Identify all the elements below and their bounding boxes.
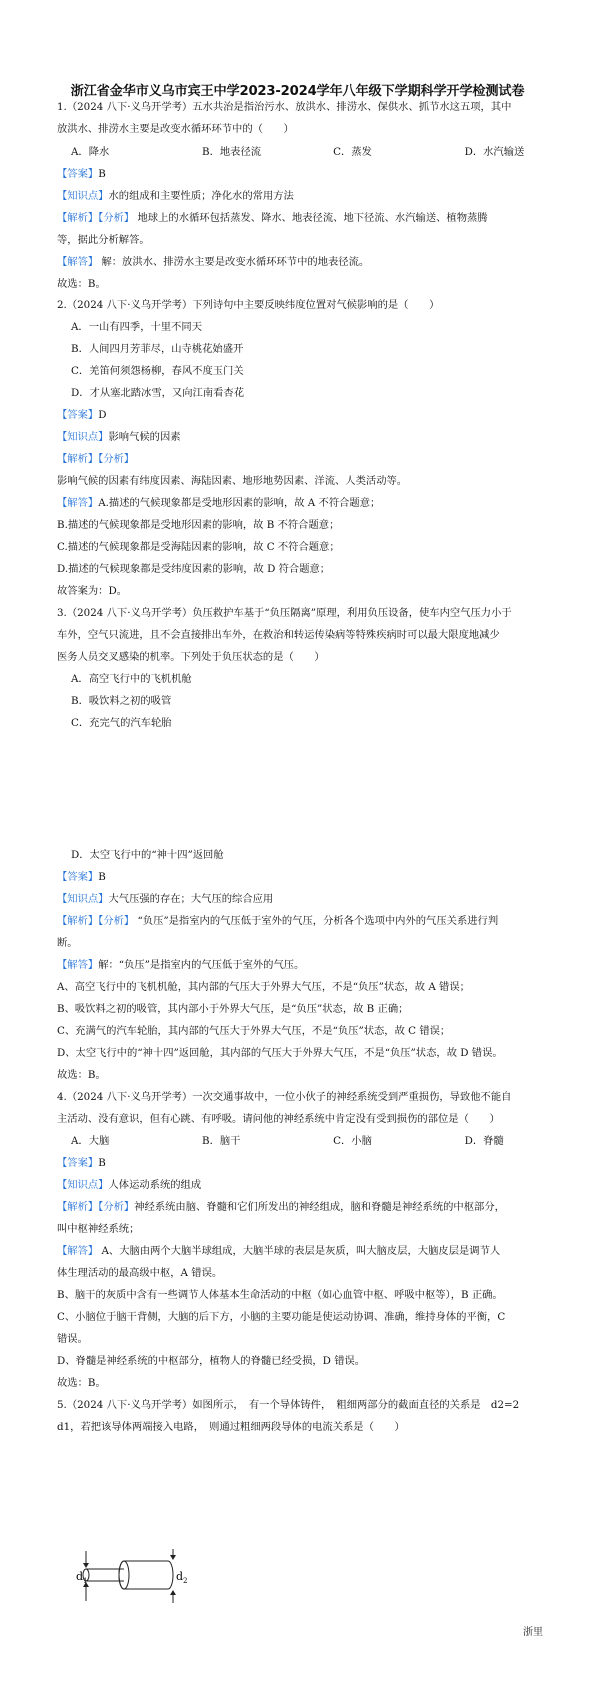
question-3-stem-cont: 医务人员交叉感染的机率。下列处于负压状态的是（ ） [57,651,325,663]
solution-text: C、小脑位于脑干背侧，大脑的后下方，小脑的主要功能是使运动协调、准确，维持身体的平衡，C [57,1311,506,1323]
solution-text: C、充满气的汽车轮胎，其内部的气压大于外界大气压，不是“负压”状态，故 C 错误； [57,1025,451,1037]
answer-line [57,870,542,884]
solution-line [57,1244,542,1258]
solution-line [57,958,542,972]
analysis-text-cont: 等，据此分析解答。 [57,234,150,246]
question-3-option-d: D．太空飞行中的“神十四”返回舱 [71,849,224,861]
conclusion-text: 故答案为：D。 [57,585,128,597]
knowledge-text: 水的组成和主要性质；净化水的常用方法 [108,190,294,202]
analysis-line [57,914,542,928]
solution-text: 解：“负压”是指室内的气压低于室外的气压。 [98,959,305,971]
solution-text: 体生理活动的最高级中枢，A 错误。 [57,1267,223,1279]
answer-value: B [98,871,106,883]
d1-label: $d_1$ [76,1570,88,1585]
solution-text: 解：放洪水、排涝水主要是改变水循环环节中的地表径流。 [101,256,370,268]
analysis-line [57,211,542,225]
knowledge-text: 大气压强的存在；大气压的综合应用 [108,893,274,905]
solution-text: B.描述的气候现象都是受地形因素的影响，故 B 不符合题意； [57,519,340,531]
question-5-stem: 5.（2024 八下·义乌开学考）如图所示， 有一个导体铸件， 粗细两部分的截面直径的关系是 d2=2 [57,1399,520,1411]
knowledge-tag: 【知识点】 [57,1179,109,1191]
analysis-tag: 【解析】【分析】 [57,1201,135,1213]
solution-text: A.描述的气候现象都是受地形因素的影响，故 A 不符合题意； [98,497,381,509]
analysis-text: 影响气候的因素有纬度因素、海陆因素、地形地势因素、洋流、人类活动等。 [57,475,408,487]
solution-text: A、大脑由两个大脑半球组成，大脑半球的表层是灰质，叫大脑皮层，大脑皮层是调节人 [101,1245,501,1257]
solution-line [57,496,542,510]
conductor-figure [76,1547,196,1611]
analysis-text: “负压”是指室内的气压低于室外的气压，分析各个选项中内外的气压关系进行判 [137,915,499,927]
knowledge-line [57,189,542,203]
knowledge-line [57,1178,542,1192]
answer-value: B [98,168,106,180]
question-2-option-a: A．一山有四季，十里不同天 [71,321,202,333]
question-4-stem: 4.（2024 八下·义乌开学考）一次交通事故中，一位小伙子的神经系统受到严重损伤，导致他不能自 [57,1091,512,1103]
conclusion-text: 故选：B。 [57,1377,106,1389]
question-2-option-b: B．人间四月芳菲尽，山寺桃花始盛开 [71,343,244,355]
knowledge-text: 影响气候的因素 [108,431,181,443]
answer-tag: 【答案】 [57,409,99,421]
answer-line [57,1156,542,1170]
question-3-stem-cont: 车外，空气只流进，且不会直接排出车外，在救治和转运传染病等特殊疾病时可以最大限度地减少 [57,629,500,641]
answer-line [57,408,542,422]
conclusion-text: 故选：B。 [57,278,106,290]
solution-tag: 【解答】 [57,256,99,268]
question-2-stem: 2.（2024 八下·义乌开学考）下列诗句中主要反映纬度位置对气候影响的是（ ） [57,299,440,311]
analysis-line [57,452,542,466]
analysis-text-cont: 叫中枢神经系统； [57,1223,140,1235]
answer-tag: 【答案】 [57,1157,99,1169]
solution-text: D.描述的气候现象都是受纬度因素的影响，故 D 符合题意； [57,563,331,575]
solution-text: 错误。 [57,1333,88,1345]
solution-text: B、脑干的灰质中含有一些调节人体基本生命活动的中枢（如心血管中枢、呼吸中枢等），B 正确。 [57,1289,503,1301]
knowledge-tag: 【知识点】 [57,190,109,202]
d2-label: $d_2$ [176,1570,188,1585]
solution-text: A、高空飞行中的飞机机舱，其内部的气压大于外界大气压，不是“负压”状态，故 A 错误； [57,981,470,993]
analysis-tag: 【解析】【分析】 [57,915,135,927]
question-1-options: A．降水 B．地表径流 C．蒸发 D．水汽输送 [71,146,525,158]
question-3-option-a: A．高空飞行中的飞机机舱 [71,673,192,685]
answer-value: B [98,1157,106,1169]
question-4-options: A．大脑 B．脑干 C．小脑 D．脊髓 [71,1135,504,1147]
knowledge-line [57,430,542,444]
solution-text: C.描述的气候现象都是受海陆因素的影响，故 C 不符合题意； [57,541,340,553]
analysis-tag: 【解析】【分析】 [57,212,135,224]
answer-tag: 【答案】 [57,871,99,883]
knowledge-line [57,892,542,906]
analysis-tag: 【解析】【分析】 [57,453,135,465]
solution-tag: 【解答】 [57,959,99,971]
question-2-option-d: D．才从塞北踏冰雪，又向江南看杏花 [71,387,245,399]
question-3-option-b: B．吸饮料之初的吸管 [71,695,172,707]
answer-tag: 【答案】 [57,168,99,180]
analysis-text-cont: 断。 [57,937,78,949]
solution-tag: 【解答】 [57,1245,99,1257]
analysis-text: 神经系统由脑、脊髓和它们所发出的神经组成，脑和脊髓是神经系统的中枢部分， [134,1201,505,1213]
page-footer: 浙里 [523,1627,543,1638]
answer-line [57,167,542,181]
conclusion-text: 故选：B。 [57,1069,106,1081]
question-2-option-c: C．羌笛何须怨杨柳，春风不度玉门关 [71,365,244,377]
question-4-stem-cont: 主活动、没有意识，但有心跳、有呼吸。请问他的神经系统中肯定没有受到损伤的部位是（ ） [57,1113,500,1125]
solution-line [57,255,542,269]
question-5-stem-cont: d1，若把该导体两端接入电路， 则通过粗细两段导体的电流关系是（ ） [57,1421,405,1433]
solution-text: B、吸饮料之初的吸管，其内部小于外界大气压，是“负压”状态，故 B 正确； [57,1003,409,1015]
solution-tag: 【解答】 [57,497,99,509]
analysis-line [57,1200,542,1214]
answer-value: D [98,409,107,421]
knowledge-tag: 【知识点】 [57,893,109,905]
document-title: 浙江省金华市义乌市宾王中学2023-2024学年八年级下学期科学开学检测试卷 [70,84,525,99]
knowledge-text: 人体运动系统的组成 [108,1179,202,1191]
question-1-stem: 1.（2024 八下·义乌开学考）五水共治是指治污水、放洪水、排涝水、保供水、抓节水这五项，其中 [57,101,512,113]
question-1-stem-cont: 放洪水、排涝水主要是改变水循环环节中的（ ） [57,123,294,135]
question-3-stem: 3.（2024 八下·义乌开学考）负压救护车基于“负压隔离”原理，利用负压设备，使车内空气压力小于 [57,607,512,619]
question-3-option-c: C．充完气的汽车轮胎 [71,717,172,729]
analysis-text: 地球上的水循环包括蒸发、降水、地表径流、地下径流、水汽输送、植物蒸腾 [137,212,488,224]
knowledge-tag: 【知识点】 [57,431,109,443]
solution-text: D、太空飞行中的“神十四”返回舱，其内部的气压大于外界大气压，不是“负压”状态，故 D 错误。 [57,1047,503,1059]
solution-text: D、脊髓是神经系统的中枢部分，植物人的脊髓已经受损，D 错误。 [57,1355,366,1367]
